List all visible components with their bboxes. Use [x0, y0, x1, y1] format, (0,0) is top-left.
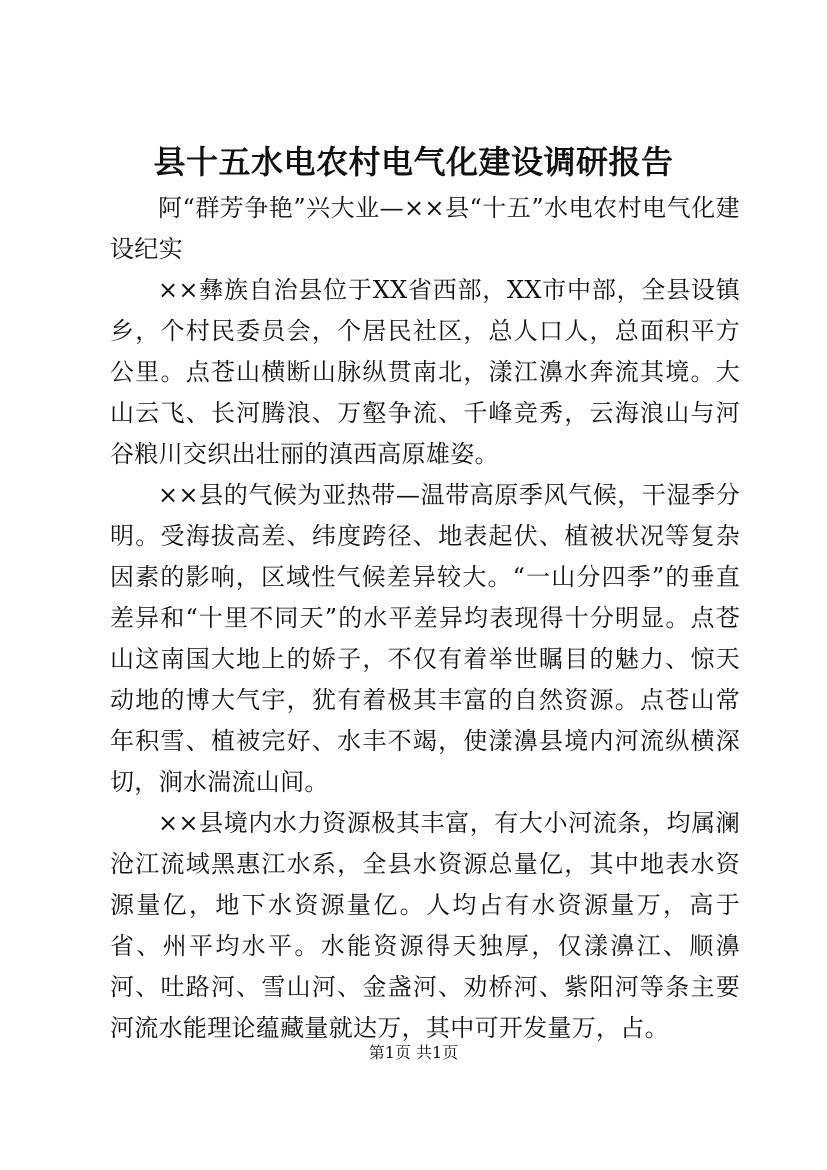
document-title: 县十五水电农村电气化建设调研报告	[153, 143, 674, 181]
page-footer: 第1页 共1页	[368, 1043, 459, 1062]
paragraph-geography: ××彝族自治县位于XX省西部，XX市中部，全县设镇乡，个村民委员会，个居民社区，总人口人，总面积平方公里。点苍山横断山脉纵贯南北，漾江濞水奔流其境。大山云飞、长河腾浪、万壑争流、千峰竞秀，云海浪山与河谷粮川交织出壮丽的滇西高原雄姿。	[110, 276, 740, 468]
paragraph-climate: ××县的气候为亚热带—温带高原季风气候，干湿季分明。受海拔高差、纬度跨径、地表起伏、植被状况等复杂因素的影响，区域性气候差异较大。“一山分四季”的垂直差异和“十里不同天”的水平差异均表现得十分明显。点苍山这南国大地上的娇子，不仅有着举世瞩目的魅力、惊天动地的博大气宇，犹有着极其丰富的自然资源。点苍山常年积雪、植被完好、水丰不竭，使漾濞县境内河流纵横深切，涧水湍流山间。	[110, 481, 740, 796]
paragraph-water-resources: ××县境内水力资源极其丰富，有大小河流条，均属澜沧江流域黑惠江水系，全县水资源总量亿，其中地表水资源量亿，地下水资源量亿。人均占有水资源量万，高于省、州平均水平。水能资源得天独厚，仅漾濞江、顺濞河、吐路河、雪山河、金盏河、劝桥河、紫阳河等条主要河流水能理论蕴藏量就达万，其中可开发量万，占。	[110, 809, 740, 1042]
paragraph-subtitle: 阿“群芳争艳”兴大业—××县“十五”水电农村电气化建设纪实	[110, 194, 740, 263]
document-body	[110, 188, 740, 1049]
